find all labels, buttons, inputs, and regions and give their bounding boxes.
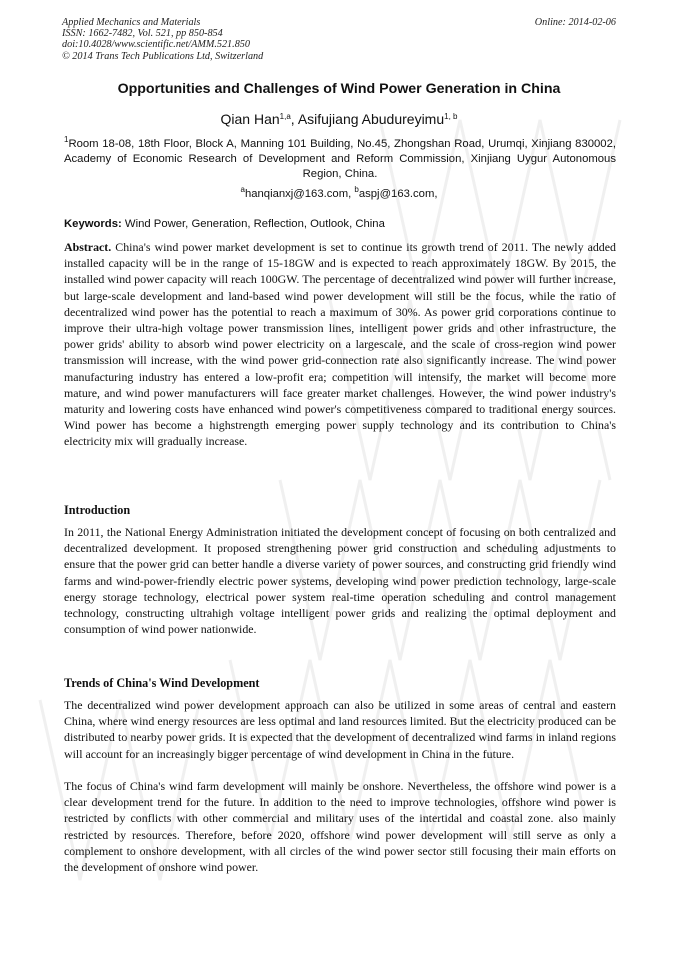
author-name: Asifujiang Abudureyimu: [297, 111, 445, 127]
keywords: [64, 218, 616, 230]
email-address[interactable]: aspj@163.com,: [358, 188, 438, 200]
keywords-text: Wind Power, Generation, Reflection, Outlook, China: [124, 218, 385, 230]
online-date: Online: 2014-02-06: [534, 17, 616, 28]
trends-paragraph-2: The focus of China's wind farm development will mainly be onshore. Nevertheless, the offshore wind power is a clear development trend for the future. In addition to the need to improve technologies, offshore wind power is restricted by conflicts with other commercial and military uses of the intertidal and coastal zone. also mainly restricted by resources. Therefore, before 2020, offshore wind power development will still serve as only a complement to onshore development, with all circles of the wind power sector still focusing their main efforts on the development of onshore wind power.: [64, 779, 616, 875]
email-address[interactable]: hanqianxj@163.com,: [244, 188, 352, 200]
doi-link[interactable]: doi:10.4028/www.scientific.net/AMM.521.850: [62, 39, 250, 51]
trends-paragraph-1: The decentralized wind power development approach can also be utilized in some areas of central and eastern China, where wind energy resources are less optimal and land resources limited. But the electricity produced can be distributed to nearby power grids. It is expected that the development of decentralized wind farms in inland regions will account for an increasingly bigger percentage of wind development in China in the future.: [64, 698, 616, 761]
abstract: [64, 239, 616, 450]
trends-heading: Trends of China's Wind Development: [64, 676, 260, 690]
author-separator: ,: [290, 111, 298, 127]
author-affil-sup: 1, b: [444, 112, 458, 121]
keywords-label: Keywords:: [64, 218, 122, 230]
author-emails: [40, 185, 638, 200]
email-sup: a: [240, 185, 245, 194]
affiliation: [64, 137, 616, 182]
copyright-line: © 2014 Trans Tech Publications Ltd, Switzerland: [62, 50, 264, 62]
affiliation-text: Room 18-08, 18th Floor, Block A, Manning 101 Building, No.45, Zhongshan Road, Urumqi, Xinjiang 830002, Academy of Economic Research of Development and Reform Commission, Xinjiang Uygur Autonomous Region, China.: [64, 138, 616, 180]
issn-line: ISSN: 1662-7482, Vol. 521, pp 850-854: [62, 28, 223, 40]
email-sup: b: [354, 185, 359, 194]
affiliation-sup: 1: [64, 135, 69, 144]
abstract-label: Abstract.: [64, 240, 112, 254]
introduction-heading: Introduction: [64, 503, 131, 517]
paper-title: Opportunities and Challenges of Wind Power Generation in China: [117, 81, 561, 97]
author-affil-sup: 1,a: [279, 112, 291, 121]
journal-name: Applied Mechanics and Materials: [62, 17, 201, 28]
introduction-paragraph: In 2011, the National Energy Administration initiated the development concept of focusing on both centralized and decentralized development. It proposed strengthening power grid construction and scheduling adjustments to ensure that the power grid can better handle a diverse variety of power sources, and constructing grid friendly wind farms and wind-power-friendly electric power systems, developing wind power prediction technology, large-scale energy storage technology, electrical power system real-time operation scheduling and control management technology, constructing ultrahigh voltage intelligent power grids and realizing the optimal deployment and consumption of wind power nationwide.: [64, 525, 616, 637]
author-list: [40, 111, 638, 127]
journal-header: [62, 17, 616, 62]
author-name: Qian Han: [220, 111, 280, 127]
abstract-text: China's wind power market development is set to continue its growth trend of 2011. The newly added installed capacity will be in the range of 15-18GW and is expected to reach approximately 18GW. By 2015, the installed wind power capacity will reach 100GW. The percentage of decentralized wind power will further increase, but large-scale development and land-based wind power development will still be the focus, while the ratio of decentralized wind power has the potential to reach a maximum of 30%. As power grid corporations continue to improve their ultra-high voltage power transmission lines, intelligent power grids and other infrastructure, the power grids' ability to absorb wind power electricity on a largescale, and the scale of cross-region wind power transmission will increase, with the wind power grid-connection rate also significantly increase. The wind power manufacturing industry has entered a low-profit era; competition will intensify, the market will become more mature, and wind power manufacturers will face greater market challenges. However, the wind power industry's maturity and lowering costs have enhanced wind power's competitiveness compared to traditional energy sources. Wind power has become a highstrength emerging power supply technology and its contribution to China's electricity mix will gradually increase.: [64, 240, 616, 449]
